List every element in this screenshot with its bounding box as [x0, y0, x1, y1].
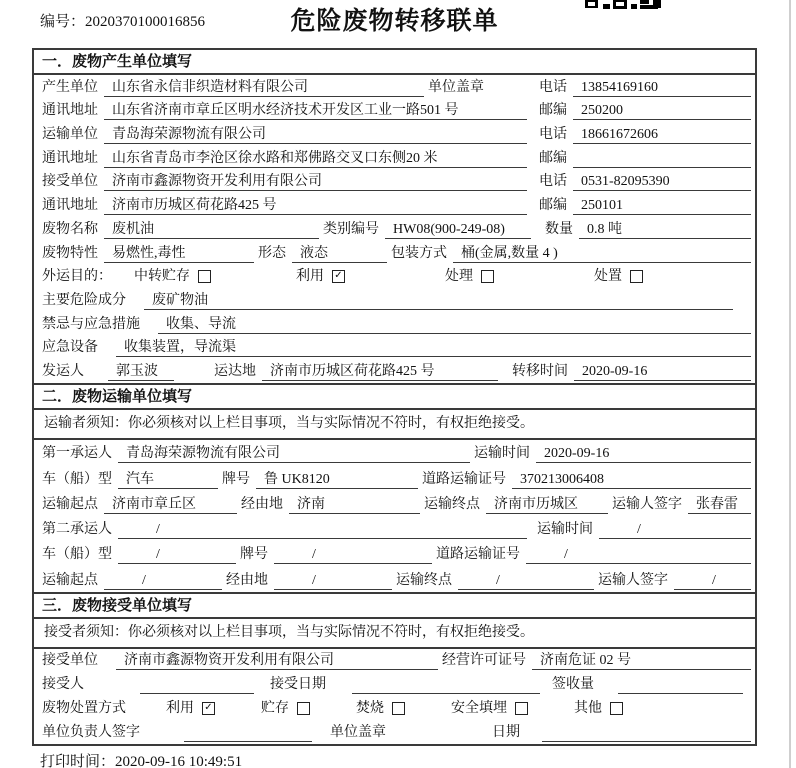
field-value: /	[274, 571, 392, 590]
field-label: 禁忌与应急措施	[42, 316, 140, 332]
field-value: 济南市鑫源物资开发利用有限公司	[104, 172, 527, 191]
checkbox-item	[356, 699, 405, 718]
field-value: 2020-09-16	[536, 444, 751, 463]
page-title: 危险废物转移联单	[290, 8, 499, 35]
field-value: 0531-82095390	[573, 172, 751, 191]
checkbox-item	[574, 699, 623, 718]
checkbox-item	[451, 699, 528, 718]
field-value: 济南危证 02 号	[532, 651, 751, 670]
checkbox-unchecked-icon	[392, 702, 405, 715]
field-value: 废机油	[104, 220, 319, 239]
field-label: 运达地	[214, 363, 256, 379]
field-label: 第一承运人	[42, 446, 112, 462]
field-value	[140, 675, 254, 694]
checkbox-label: 中转贮存	[134, 269, 190, 285]
field-label: 邮编	[539, 103, 567, 119]
field-label: 邮编	[539, 150, 567, 166]
field-value: 济南市鑫源物资开发利用有限公司	[116, 651, 438, 670]
section-header: 二．废物运输单位填写	[34, 383, 755, 410]
field-value	[618, 675, 743, 694]
field-value: /	[104, 571, 222, 590]
field-label: 运输起点	[42, 496, 98, 512]
field-value: /	[118, 520, 527, 539]
field-label: 发运人	[42, 363, 84, 379]
field-label: 第二承运人	[42, 522, 112, 538]
field-value	[184, 723, 312, 742]
field-value: 250200	[573, 101, 751, 120]
checkbox-label: 处置	[594, 269, 622, 285]
spacer	[332, 695, 352, 696]
field-value: /	[674, 571, 751, 590]
spacer	[526, 743, 542, 744]
field-label: 运输单位	[42, 127, 98, 143]
spacer	[392, 743, 492, 744]
spacer	[215, 719, 261, 720]
field-label: 包装方式	[391, 245, 447, 261]
field-label: 运输时间	[474, 446, 530, 462]
field-label: 签收量	[552, 677, 594, 693]
page-edge-line	[789, 0, 791, 768]
checkbox-unchecked-icon	[630, 270, 643, 283]
checkbox-item	[594, 267, 643, 286]
form-row	[34, 99, 755, 123]
field-value: 0.8 吨	[579, 220, 751, 239]
form-row	[34, 720, 755, 744]
field-value: 山东省济南市章丘区明水经济技术开发区工业一路501 号	[104, 101, 527, 120]
spacer	[90, 382, 108, 383]
section-rows	[34, 440, 755, 592]
field-value: 废矿物油	[144, 291, 733, 310]
section-header: 三．废物接受单位填写	[34, 592, 755, 619]
field-value: 汽车	[118, 470, 218, 489]
form-row	[34, 217, 755, 241]
form-row	[34, 516, 755, 541]
checkbox-unchecked-icon	[297, 702, 310, 715]
section-rows	[34, 649, 755, 744]
field-value: 青岛海荣源物流有限公司	[118, 444, 470, 463]
spacer	[104, 358, 116, 359]
field-label: 产生单位	[42, 79, 98, 95]
form-row	[34, 649, 755, 673]
checkbox-item	[166, 699, 215, 718]
serial-value: 2020370100016856	[85, 14, 206, 30]
form-row	[34, 465, 755, 490]
spacer	[310, 719, 356, 720]
field-label: 牌号	[240, 547, 268, 563]
form-row	[34, 359, 755, 383]
field-label: 接受单位	[42, 174, 98, 190]
field-value: /	[526, 545, 751, 564]
form-row	[34, 170, 755, 194]
field-value: 收集装置，导流渠	[116, 338, 751, 357]
field-label: 接受人	[42, 677, 84, 693]
checkbox-item	[296, 267, 345, 286]
field-label: 单位盖章	[428, 79, 484, 95]
spacer	[316, 743, 330, 744]
field-label: 数量	[545, 221, 573, 237]
section-receiver	[34, 592, 755, 744]
field-label: 经由地	[241, 496, 283, 512]
field-label: 车（船）型	[42, 471, 112, 487]
spacer	[600, 695, 618, 696]
spacer	[502, 382, 512, 383]
field-label: 经营许可证号	[442, 653, 526, 669]
spacer	[146, 743, 184, 744]
form-row	[34, 541, 755, 566]
field-value: 鲁 UK8120	[256, 470, 418, 489]
spacer	[132, 311, 144, 312]
field-value: 13854169160	[573, 78, 751, 97]
notice-text: 运输者须知：你必须核对以上栏目事项，当与实际情况不符时，有权拒绝接受。	[34, 410, 755, 440]
field-value	[573, 149, 751, 168]
checkbox-label: 处理	[445, 269, 473, 285]
field-label: 单位盖章	[330, 724, 386, 740]
form-row	[34, 241, 755, 265]
field-label: 电话	[539, 79, 567, 95]
field-label: 电话	[539, 174, 567, 190]
spacer	[146, 335, 158, 336]
field-label: 接受日期	[270, 677, 326, 693]
field-label: 外运目的：	[42, 269, 112, 285]
checkbox-label: 安全填埋	[451, 700, 507, 716]
field-label: 邮编	[539, 198, 567, 214]
field-value: 山东省青岛市李沧区徐水路和郑佛路交叉口东侧20 米	[104, 149, 527, 168]
field-value	[352, 675, 540, 694]
spacer	[494, 287, 594, 288]
manifest-form	[32, 48, 757, 746]
field-label: 通讯地址	[42, 150, 98, 166]
form-row	[34, 288, 755, 312]
form-row	[34, 440, 755, 465]
form-row	[34, 566, 755, 591]
field-value: 青岛海荣源物流有限公司	[104, 125, 527, 144]
field-value: 18661672606	[573, 125, 751, 144]
field-label: 运输起点	[42, 572, 98, 588]
form-row	[34, 696, 755, 720]
section-rows	[34, 75, 755, 383]
field-label: 转移时间	[512, 363, 568, 379]
spacer	[90, 695, 140, 696]
checkbox-item	[134, 267, 211, 286]
field-value: 收集、导流	[158, 315, 751, 334]
field-label: 车（船）型	[42, 547, 112, 563]
field-value: /	[458, 571, 594, 590]
field-label: 废物特性	[42, 245, 98, 261]
field-value: 液态	[292, 244, 387, 263]
form-row	[34, 193, 755, 217]
field-value: 250101	[573, 196, 751, 215]
field-value: 山东省永信非织造材料有限公司	[104, 78, 424, 97]
field-label: 单位负责人签字	[42, 724, 140, 740]
field-value: 张春雷	[688, 495, 751, 514]
spacer	[258, 695, 270, 696]
spacer	[132, 719, 166, 720]
spacer	[405, 719, 451, 720]
field-value: 郭玉波	[108, 362, 174, 381]
checkbox-label: 焚烧	[356, 700, 384, 716]
print-time-label: 打印时间：	[40, 754, 116, 768]
checkbox-item	[261, 699, 310, 718]
print-time-value: 2020-09-16 10:49:51	[115, 754, 243, 768]
field-value: 济南市历城区荷花路425 号	[104, 196, 527, 215]
form-row	[34, 672, 755, 696]
field-label: 运输时间	[537, 522, 593, 538]
checkbox-unchecked-icon	[198, 270, 211, 283]
field-label: 运输终点	[396, 572, 452, 588]
field-label: 运输人签字	[612, 496, 682, 512]
field-value: 济南市历城区荷花路425 号	[262, 362, 498, 381]
field-label: 形态	[258, 245, 286, 261]
checkbox-checked-icon: ✓	[332, 270, 345, 283]
field-label: 电话	[539, 127, 567, 143]
notice-text: 接受者须知：你必须核对以上栏目事项，当与实际情况不符时，有权拒绝接受。	[34, 619, 755, 649]
field-value	[542, 723, 751, 742]
print-time	[40, 750, 242, 768]
spacer	[490, 98, 539, 99]
section-transporter	[34, 383, 755, 592]
field-label: 通讯地址	[42, 198, 98, 214]
checkbox-unchecked-icon	[515, 702, 528, 715]
section-producer	[34, 50, 755, 383]
checkbox-label: 其他	[574, 700, 602, 716]
field-label: 道路运输证号	[436, 547, 520, 563]
field-value: 桶(金属,数量 4 )	[453, 244, 751, 263]
field-label: 废物处置方式	[42, 700, 126, 716]
field-value: /	[118, 545, 236, 564]
field-value: 易燃性,毒性	[104, 244, 254, 263]
spacer	[118, 287, 134, 288]
field-label: 主要危险成分	[42, 292, 126, 308]
field-label: 通讯地址	[42, 103, 98, 119]
field-label: 类别编号	[323, 221, 379, 237]
section-header: 一．废物产生单位填写	[34, 50, 755, 75]
checkbox-checked-icon: ✓	[202, 702, 215, 715]
form-row	[34, 75, 755, 99]
serial-label: 编号：	[40, 14, 86, 30]
field-value: 济南	[289, 495, 420, 514]
field-value: HW08(900-249-08)	[385, 220, 531, 239]
checkbox-label: 利用	[296, 269, 324, 285]
spacer	[178, 382, 214, 383]
form-row	[34, 122, 755, 146]
field-label: 道路运输证号	[422, 471, 506, 487]
field-value: 2020-09-16	[574, 362, 751, 381]
form-row	[34, 336, 755, 360]
checkbox-label: 利用	[166, 700, 194, 716]
field-value: 济南市历城区	[486, 495, 608, 514]
spacer	[104, 671, 116, 672]
field-label: 日期	[492, 724, 520, 740]
field-value: /	[274, 545, 432, 564]
field-value: /	[599, 520, 751, 539]
field-label: 接受单位	[42, 653, 98, 669]
form-row	[34, 491, 755, 516]
field-value: 济南市章丘区	[104, 495, 237, 514]
form-row	[34, 312, 755, 336]
spacer	[345, 287, 445, 288]
field-label: 废物名称	[42, 221, 98, 237]
spacer	[211, 287, 296, 288]
field-label: 牌号	[222, 471, 250, 487]
checkbox-item	[445, 267, 494, 286]
spacer	[528, 719, 574, 720]
field-label: 运输终点	[424, 496, 480, 512]
field-label: 经由地	[226, 572, 268, 588]
form-row	[34, 265, 755, 289]
field-value: 370213006408	[512, 470, 751, 489]
checkbox-unchecked-icon	[481, 270, 494, 283]
field-label: 应急设备	[42, 340, 98, 356]
checkbox-unchecked-icon	[610, 702, 623, 715]
spacer	[544, 695, 552, 696]
form-row	[34, 146, 755, 170]
qr-code-fragment	[585, 0, 663, 9]
field-label: 运输人签字	[598, 572, 668, 588]
checkbox-label: 贮存	[261, 700, 289, 716]
